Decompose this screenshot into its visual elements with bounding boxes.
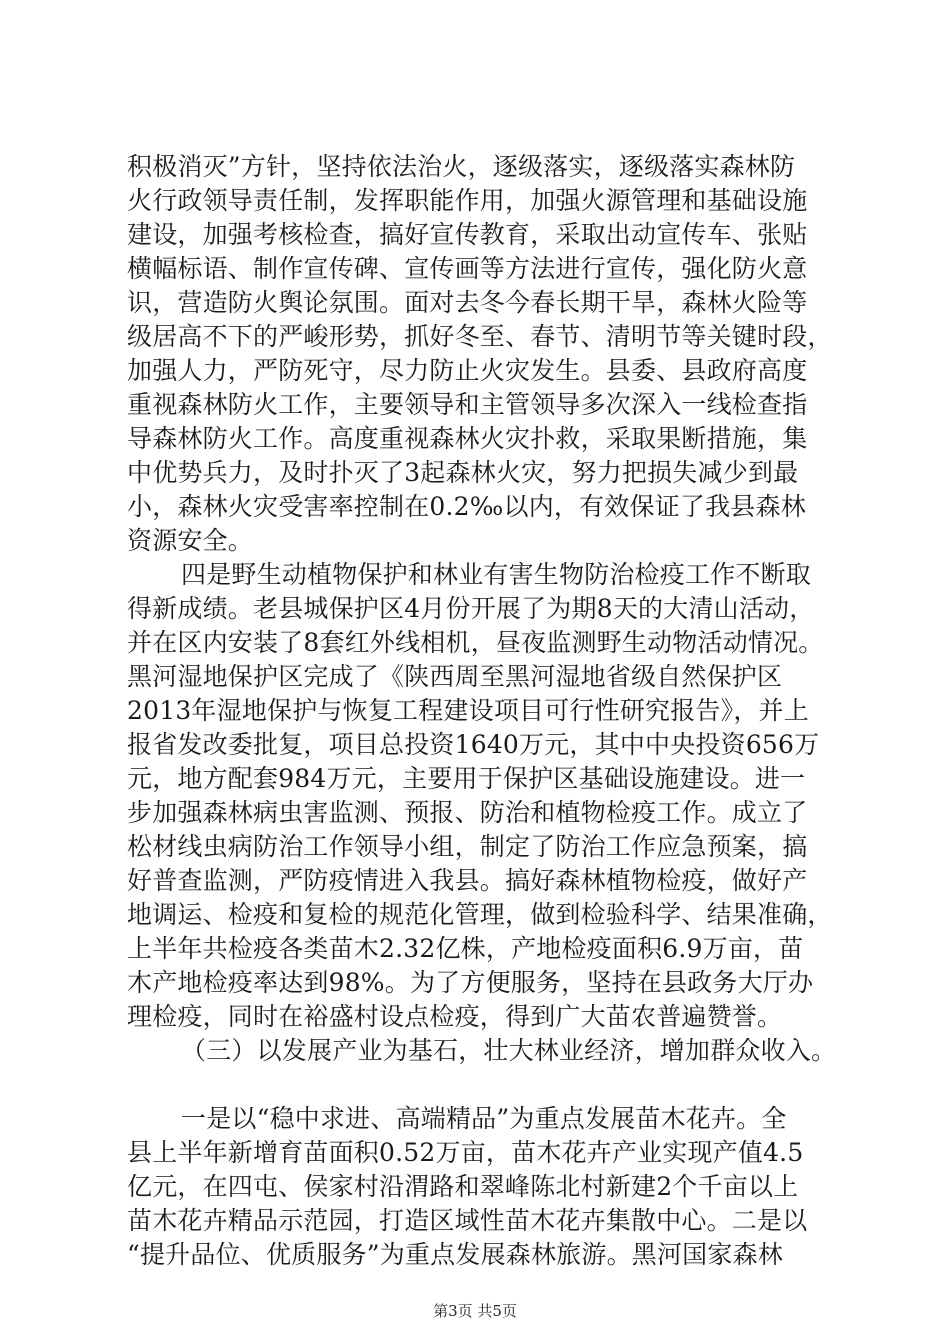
page-number-footer: 第3页 共5页 bbox=[433, 1302, 517, 1320]
text-line: “提升品位、优质服务”为重点发展森林旅游。黑河国家森林 bbox=[127, 1240, 783, 1269]
text-line: 火行政领导责任制，发挥职能作用，加强火源管理和基础设施 bbox=[127, 186, 808, 215]
text-line: 建设，加强考核检查，搞好宣传教育，采取出动宣传车、张贴 bbox=[127, 220, 808, 249]
text-line: 积极消灭”方针，坚持依法治火，逐级落实，逐级落实森林防 bbox=[127, 152, 796, 181]
paragraph-first-line: 一是以“稳中求进、高端精品”为重点发展苗木花卉。全 bbox=[181, 1104, 787, 1133]
text-line: 苗木花卉精品示范园，打造区域性苗木花卉集散中心。二是以 bbox=[127, 1206, 808, 1235]
text-line: 好普查监测，严防疫情进入我县。搞好森林植物检疫，做好产 bbox=[127, 866, 808, 895]
text-line: 重视森林防火工作，主要领导和主管领导多次深入一线检查指 bbox=[127, 390, 808, 419]
paragraph-first-line: 四是野生动植物保护和林业有害生物防治检疫工作不断取 bbox=[181, 560, 812, 589]
text-line: 上半年共检疫各类苗木2.32亿株，产地检疫面积6.9万亩，苗 bbox=[127, 934, 804, 963]
text-line: 元，地方配套984万元，主要用于保护区基础设施建设。进一 bbox=[127, 764, 806, 793]
text-line: 小，森林火灾受害率控制在0.2‰以内，有效保证了我县森林 bbox=[127, 492, 806, 521]
text-line: 木产地检疫率达到98%。为了方便服务，坚持在县政务大厅办 bbox=[127, 968, 814, 997]
text-line: 级居高不下的严峻形势，抓好冬至、春节、清明节等关键时段， bbox=[127, 322, 833, 351]
text-line: 并在区内安装了8套红外线相机，昼夜监测野生动物活动情况。 bbox=[127, 628, 824, 657]
text-line: 横幅标语、制作宣传碑、宣传画等方法进行宣传，强化防火意 bbox=[127, 254, 808, 283]
text-line: 中优势兵力，及时扑灭了3起森林火灾，努力把损失减少到最 bbox=[127, 458, 799, 487]
text-line: 松材线虫病防治工作领导小组，制定了防治工作应急预案，搞 bbox=[127, 832, 808, 861]
text-line: 步加强森林病虫害监测、预报、防治和植物检疫工作。成立了 bbox=[127, 798, 808, 827]
text-line: 地调运、检疫和复检的规范化管理，做到检验科学、结果准确， bbox=[127, 900, 833, 929]
text-line: 理检疫，同时在裕盛村设点检疫，得到广大苗农普遍赞誉。 bbox=[127, 1002, 783, 1031]
text-line: 识，营造防火舆论氛围。面对去冬今春长期干旱，森林火险等 bbox=[127, 288, 808, 317]
text-line: 资源安全。 bbox=[127, 526, 254, 555]
text-line: 加强人力，严防死守，尽力防止火灾发生。县委、县政府高度 bbox=[127, 356, 808, 385]
text-line: 亿元，在四屯、侯家村沿渭路和翠峰陈北村新建2个千亩以上 bbox=[127, 1172, 799, 1201]
text-line: 县上半年新增育苗面积0.52万亩，苗木花卉产业实现产值4.5 bbox=[127, 1138, 804, 1167]
text-line: 报省发改委批复，项目总投资1640万元，其中中央投资656万 bbox=[127, 730, 820, 759]
text-line: 黑河湿地保护区完成了《陕西周至黑河湿地省级自然保护区 bbox=[127, 662, 783, 691]
section-heading: （三）以发展产业为基石，壮大林业经济，增加群众收入。 bbox=[181, 1036, 837, 1065]
text-line: 得新成绩。老县城保护区4月份开展了为期8天的大清山活动， bbox=[127, 594, 815, 623]
text-line: 2013年湿地保护与恢复工程建设项目可行性研究报告》，并上 bbox=[127, 696, 809, 725]
text-line: 导森林防火工作。高度重视森林火灾扑救，采取果断措施，集 bbox=[127, 424, 808, 453]
